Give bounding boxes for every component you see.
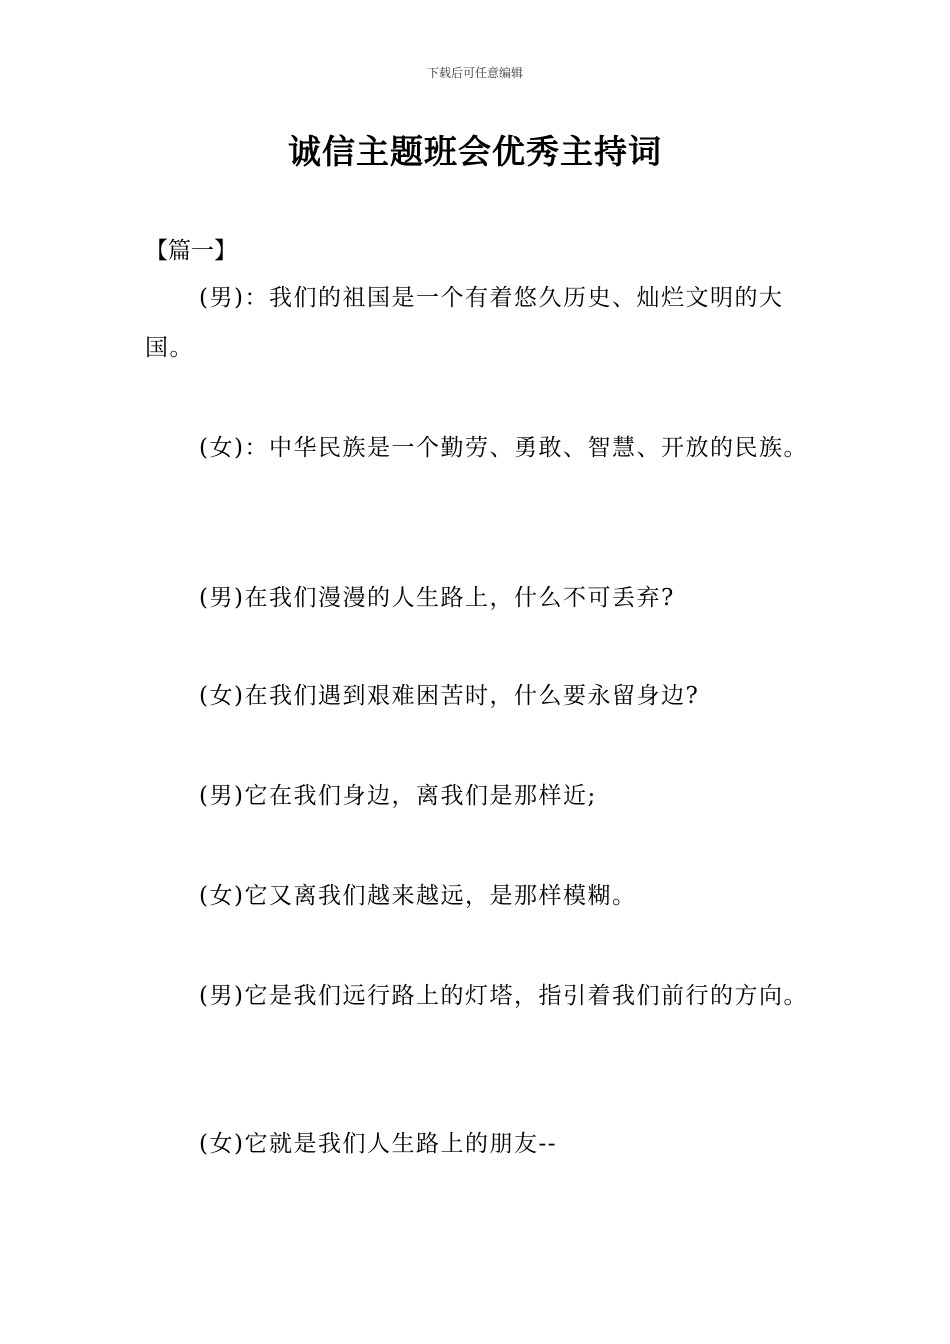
header-note: 下载后可任意编辑 [426, 66, 523, 80]
document-title: 诚信主题班会优秀主持词 [288, 132, 662, 171]
paragraph-5: (男)它在我们身边，离我们是那样近; [199, 783, 597, 809]
section-label: 【篇一】 [145, 238, 237, 264]
paragraph-1: (男)：我们的祖国是一个有着悠久历史、灿烂文明的大国。 [145, 285, 784, 361]
paragraph-8: (女)它就是我们人生路上的朋友-- [199, 1131, 557, 1157]
paragraph-6: (女)它又离我们越来越远，是那样模糊。 [199, 883, 637, 909]
paragraph-3: (男)在我们漫漫的人生路上，什么不可丢弃? [199, 585, 675, 611]
paragraph-2: (女)：中华民族是一个勤劳、勇敢、智慧、开放的民族。 [199, 435, 808, 461]
paragraph-7: (男)它是我们远行路上的灯塔，指引着我们前行的方向。 [199, 983, 808, 1009]
paragraph-4: (女)在我们遇到艰难困苦时，什么要永留身边? [199, 683, 700, 709]
